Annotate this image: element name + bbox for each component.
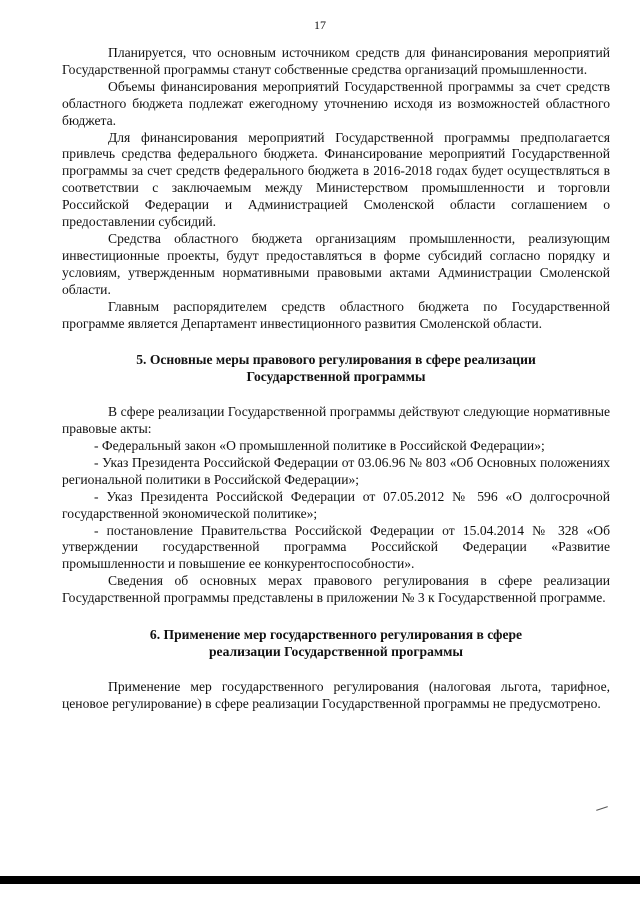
section-6-text: Применение мер государственного регулирования (налоговая льгота, тарифное, ценовое регулирование) в сфере реализации Государственной программы не предусмотрено. (62, 678, 610, 711)
document-body (62, 45, 610, 713)
page-number: 17 (314, 18, 326, 32)
section-5-heading (62, 352, 610, 386)
section-5-heading-line1: 5. Основные меры правового регулирования в сфере реализации (136, 352, 536, 368)
section-5-intro: В сфере реализации Государственной программы действуют следующие нормативные правовые акты: (62, 404, 610, 437)
paragraph-federal-budget: Для финансирования мероприятий Государственной программы предполагается привлечь средства федерального бюджета. Финансирование мероприятий Государственной программы за счет средств федерального бюджета в 2016-2018 годах будет осуществляться в соответствии с заключаемым между Министерством промышленности и торговли Российской Федерации и Администрацией Смоленской области соглашением о предоставлении субсидий. (62, 129, 610, 230)
paragraph-funding-sources: Планируется, что основным источником средств для финансирования мероприятий Государственной программы станут собственные средства организаций промышленности. (62, 45, 610, 77)
section-5-closing: Сведения об основных мерах правового регулирования в сфере реализации Государственной программы представлены в приложении № 3 к Государственной программе. (62, 573, 610, 606)
paragraph-regional-budget: Объемы финансирования мероприятий Государственной программы за счет средств областного бюджета подлежат ежегодному уточнению исходя из возможностей областного бюджета. (62, 78, 610, 128)
section-5-heading-line2: Государственной программы (246, 369, 426, 385)
paragraph-subsidies: Средства областного бюджета организациям промышленности, реализующим инвестиционные проекты, будут предоставляться в форме субсидий согласно порядку и условиям, утвержденным нормативными правовыми актами Администрации Смоленской области. (62, 230, 610, 297)
legal-act-item: - Федеральный закон «О промышленной политике в Российской Федерации»; (94, 438, 545, 454)
section-6-heading-line2: реализации Государственной программы (208, 644, 464, 659)
legal-act-item: - Указ Президента Российской Федерации от 03.06.96 № 803 «Об Основных положениях региональной политики в Российской Федерации»; (62, 454, 610, 487)
section-6-heading (62, 627, 610, 661)
legal-act-item: - постановление Правительства Российской Федерации от 15.04.2014 № 328 «Об утверждении государственной программа Российской Федерации «Развитие промышленности и повышение ее конкурентоспособности». (62, 522, 610, 572)
section-6-heading-line1: 6. Применение мер государственного регулирования в сфере (149, 627, 523, 643)
scan-mark (596, 806, 608, 811)
scan-bottom-edge (0, 876, 640, 884)
paragraph-chief-administrator: Главным распорядителем средств областного бюджета по Государственной программе является Департамент инвестиционного развития Смоленской области. (62, 298, 610, 331)
legal-act-item: - Указ Президента Российской Федерации от 07.05.2012 № 596 «О долгосрочной государственной экономической политике»; (62, 488, 610, 521)
